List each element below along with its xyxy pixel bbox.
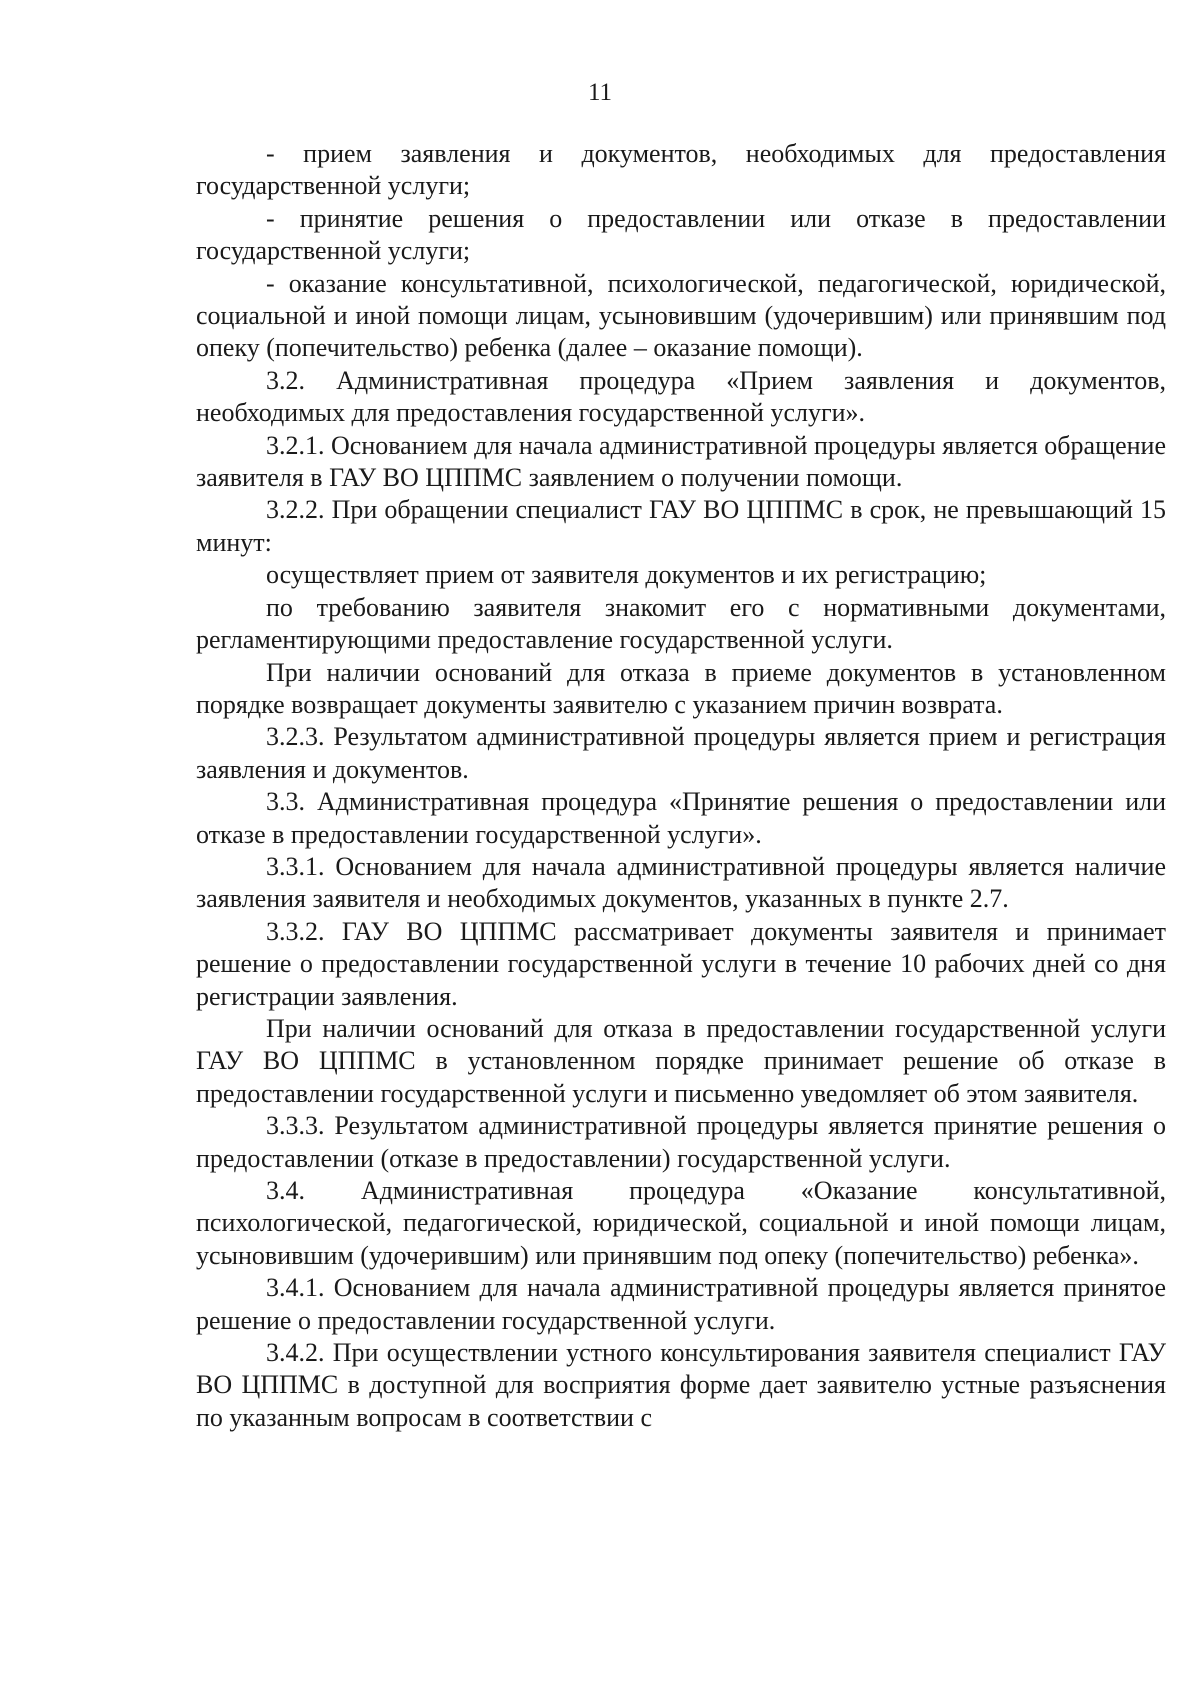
paragraph: 3.3.2. ГАУ ВО ЦППМС рассматривает документы заявителя и принимает решение о предоставлении государственной услуги в течение 10 рабочих дней со дня регистрации заявления. [196, 916, 1166, 1011]
paragraph: 3.4. Административная процедура «Оказание консультативной, психологической, педагогической, юридической, социальной и иной помощи лицам, усыновившим (удочерившим) или принявшим под опеку (попечительство) ребенка». [196, 1176, 1166, 1270]
paragraph: 3.3.3. Результатом административной процедуры является принятие решения о предоставлении (отказе в предоставлении) государственной услуги. [196, 1111, 1166, 1173]
paragraph: 3.2.1. Основанием для начала административной процедуры является обращение заявителя в ГАУ ВО ЦППМС заявлением о получении помощи. [196, 430, 1166, 493]
paragraph: При наличии оснований для отказа в предоставлении государственной услуги ГАУ ВО ЦППМС в установленном порядке принимает решение об отказе в предоставлении государственной услуги и письменно уведомляет об этом заявителя. [196, 1013, 1166, 1108]
paragraph: - прием заявления и документов, необходимых для предоставления государственной услуги; [196, 139, 1166, 201]
paragraph: 3.4.1. Основанием для начала административной процедуры является принятое решение о предоставлении государственной услуги. [196, 1273, 1166, 1335]
paragraph: 3.3. Административная процедура «Принятие решения о предоставлении или отказе в предоставлении государственной услуги». [196, 787, 1166, 849]
paragraph: 3.2.3. Результатом административной процедуры является прием и регистрация заявления и документов. [196, 722, 1166, 784]
document-body [196, 138, 1166, 1434]
paragraph: - оказание консультативной, психологической, педагогической, юридической, социальной и иной помощи лицам, усыновившим (удочерившим) или принявшим под опеку (попечительство) ребенка (далее – оказание помощи). [196, 268, 1166, 363]
paragraph: - принятие решения о предоставлении или отказе в предоставлении государственной услуги; [196, 203, 1166, 266]
paragraph: 3.3.1. Основанием для начала административной процедуры является наличие заявления заявителя и необходимых документов, указанных в пункте 2.7. [196, 851, 1166, 914]
paragraph: При наличии оснований для отказа в приеме документов в установленном порядке возвращает документы заявителю с указанием причин возврата. [196, 657, 1166, 719]
page-number: 11 [587, 79, 613, 106]
paragraph: 3.2.2. При обращении специалист ГАУ ВО ЦППМС в срок, не превышающий 15 минут: [196, 495, 1166, 557]
paragraph: 3.2. Административная процедура «Прием заявления и документов, необходимых для предоставления государственной услуги». [196, 365, 1166, 428]
paragraph: по требованию заявителя знакомит его с нормативными документами, регламентирующими предоставление государственной услуги. [196, 592, 1166, 655]
paragraph: 3.4.2. При осуществлении устного консультирования заявителя специалист ГАУ ВО ЦППМС в доступной для восприятия форме дает заявителю устные разъяснения по указанным вопросам в соответствии с [196, 1338, 1166, 1432]
paragraph: осуществляет прием от заявителя документов и их регистрацию; [266, 560, 987, 590]
